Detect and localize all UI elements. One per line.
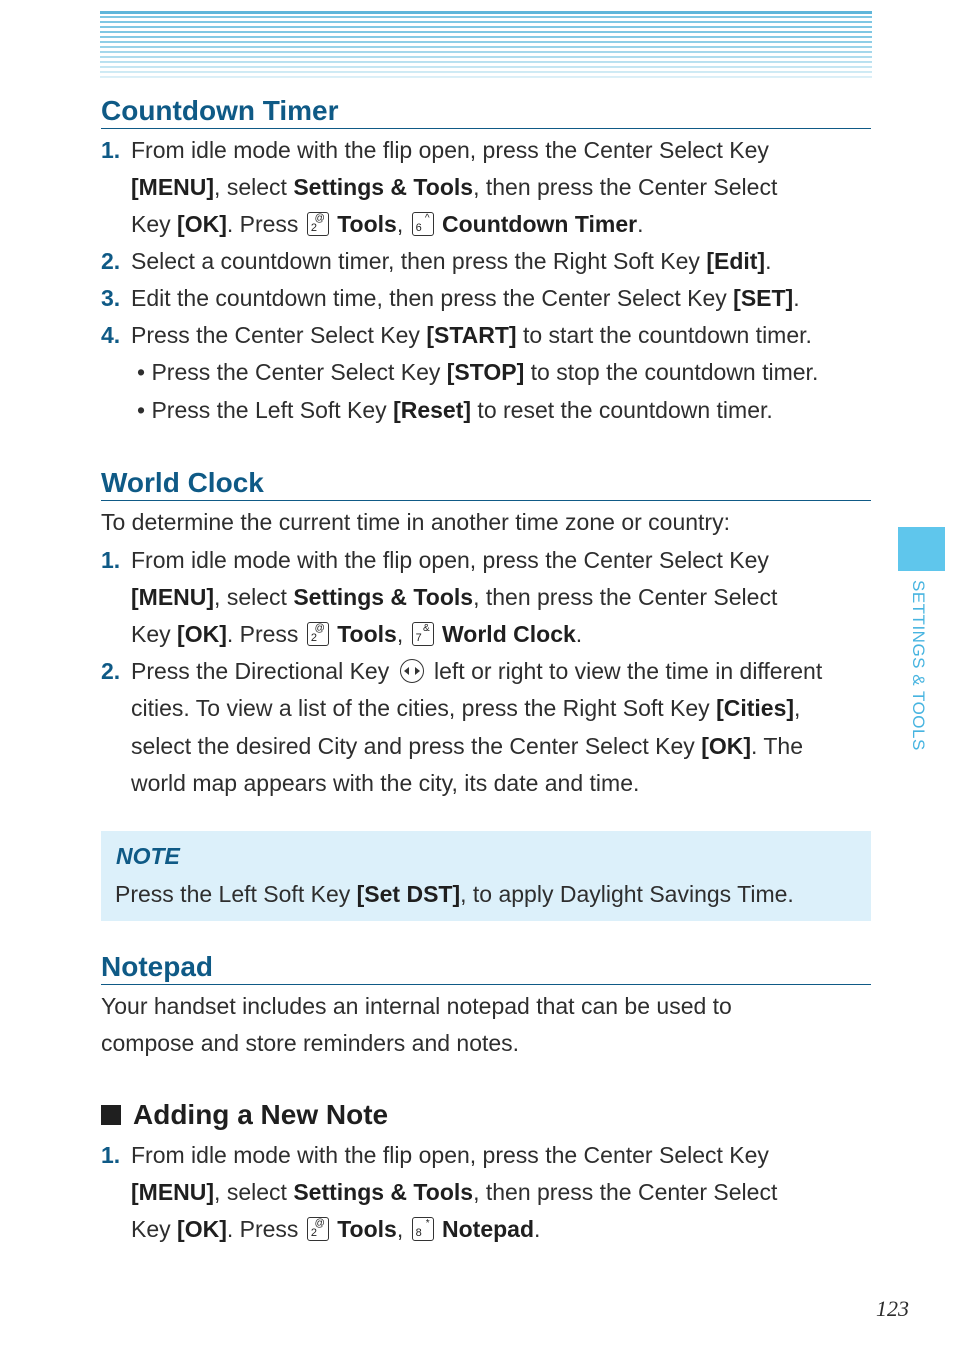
key-2-icon: 2 @	[307, 212, 329, 236]
step-text: Press the Directional Key left or right to view the time in different	[131, 658, 823, 684]
section-label: SETTINGS & TOOLS	[909, 580, 928, 751]
step-text: world map appears with the city, its date and time.	[131, 770, 640, 796]
adding-note-heading: Adding a New Note	[101, 1098, 388, 1132]
step-text: From idle mode with the flip open, press the Center Select Key	[131, 1142, 769, 1168]
step-number: 1.	[101, 547, 121, 573]
bullet-item: • Press the Left Soft Key [Reset] to reset the countdown timer.	[137, 397, 773, 423]
step-number: 4.	[101, 322, 121, 348]
step-text: [MENU], select Settings & Tools, then press the Center Select	[131, 174, 778, 200]
world-clock-heading: World Clock	[101, 466, 871, 501]
intro-text: Your handset includes an internal notepad that can be used to	[101, 993, 732, 1019]
intro-text: To determine the current time in another time zone or country:	[101, 509, 730, 535]
directional-key-icon	[400, 659, 424, 683]
key-2-icon: 2 @	[307, 622, 329, 646]
header-band	[100, 11, 872, 79]
note-title: NOTE	[116, 843, 180, 869]
step-number: 3.	[101, 285, 121, 311]
step-text: From idle mode with the flip open, press the Center Select Key	[131, 137, 769, 163]
page-number: 123	[876, 1296, 909, 1321]
section-tab	[898, 527, 945, 571]
intro-text: compose and store reminders and notes.	[101, 1030, 520, 1056]
key-8-icon: 8 *	[412, 1217, 434, 1241]
note-box	[101, 831, 871, 921]
countdown-timer-heading: Countdown Timer	[101, 94, 871, 129]
notepad-heading: Notepad	[101, 950, 871, 985]
step-number: 2.	[101, 658, 121, 684]
step-text: Key [OK]. Press 2 @ Tools, 8 * Notepad.	[131, 1216, 541, 1242]
step-text: Key [OK]. Press 2 @ Tools, 6 ^ Countdown Timer.	[131, 211, 644, 237]
step-text: Edit the countdown time, then press the Center Select Key [SET].	[131, 285, 800, 311]
step-text: [MENU], select Settings & Tools, then press the Center Select	[131, 584, 778, 610]
step-number: 1.	[101, 137, 121, 163]
bullet-item: • Press the Center Select Key [STOP] to stop the countdown timer.	[137, 359, 819, 385]
key-7-icon: 7 &	[412, 622, 434, 646]
step-number: 2.	[101, 248, 121, 274]
key-6-icon: 6 ^	[412, 212, 434, 236]
step-number: 1.	[101, 1142, 121, 1168]
key-2-icon: 2 @	[307, 1217, 329, 1241]
note-text: Press the Left Soft Key [Set DST], to apply Daylight Savings Time.	[115, 881, 794, 907]
step-text: From idle mode with the flip open, press the Center Select Key	[131, 547, 769, 573]
square-bullet-icon	[101, 1105, 121, 1125]
step-text: [MENU], select Settings & Tools, then press the Center Select	[131, 1179, 778, 1205]
step-text: select the desired City and press the Center Select Key [OK]. The	[131, 733, 804, 759]
step-text: cities. To view a list of the cities, press the Right Soft Key [Cities],	[131, 695, 801, 721]
step-text: Select a countdown timer, then press the Right Soft Key [Edit].	[131, 248, 772, 274]
step-text: Key [OK]. Press 2 @ Tools, 7 & World Clock.	[131, 621, 583, 647]
step-text: Press the Center Select Key [START] to start the countdown timer.	[131, 322, 812, 348]
